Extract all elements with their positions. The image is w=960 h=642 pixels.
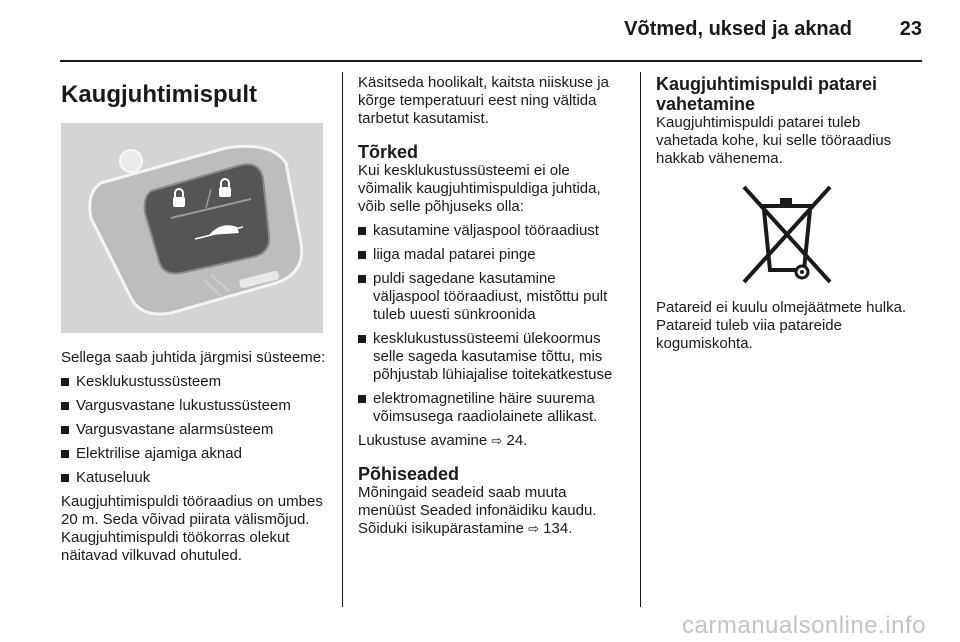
bullet-square-icon [61, 378, 69, 386]
section-title: Kaugjuhtimispult [61, 81, 257, 108]
settings-paragraph: Mõningaid seadeid saab muuta menüüst Seaded infonäidiku kaudu. Sõiduki isikupärastamine ⇨ 134. [358, 484, 597, 537]
list-item: elektromagnetiline häire suurema võimsusega raadiolainete allikast. [358, 390, 626, 426]
column-divider [640, 72, 641, 607]
list-item: liiga madal patarei pinge [358, 246, 626, 264]
reference-arrow-icon: ⇨ [491, 433, 503, 448]
header-rule [60, 60, 922, 62]
column-1 [61, 74, 329, 565]
bullet-square-icon [61, 402, 69, 410]
column-divider [342, 72, 343, 607]
page-number: 23 [899, 18, 922, 40]
list-item: Kesklukustussüsteem [61, 373, 329, 391]
column-3 [656, 74, 926, 353]
list-item: puldi sagedane kasutamine väljaspool tööraadiust, mistõttu pult tuleb uuesti sünkroonida [358, 270, 626, 324]
watermark: carmanualsonline.info [682, 612, 926, 639]
bullet-square-icon [358, 395, 366, 403]
faults-list [358, 222, 626, 426]
settings-page-link[interactable]: 134. [543, 520, 573, 537]
unlock-reference: Lukustuse avamine ⇨ 24. [358, 432, 528, 449]
page-header [60, 18, 922, 50]
unlock-page-link[interactable]: 24. [506, 432, 528, 449]
faults-intro: Kui kesklukustussüsteemi ei ole võimalik kaugjuhtimispuldiga juhtida, võib selle põhjuseks olla: [358, 162, 601, 215]
crossed-bin-illustration [732, 182, 842, 287]
battery-heading: Kaugjuhtimispuldi patarei vahetamine [656, 74, 878, 114]
bullet-square-icon [358, 335, 366, 343]
reference-arrow-icon: ⇨ [528, 521, 539, 536]
remote-key-icon [61, 123, 323, 333]
bullet-square-icon [61, 474, 69, 482]
remote-key-illustration [61, 123, 323, 333]
list-item: Elektrilise ajamiga aknad [61, 445, 329, 463]
faults-heading: Tõrked [358, 142, 419, 162]
bullet-square-icon [358, 227, 366, 235]
systems-list [61, 373, 329, 487]
bullet-square-icon [61, 450, 69, 458]
bullet-square-icon [358, 251, 366, 259]
handling-paragraph: Käsitseda hoolikalt, kaitsta niiskuse ja kõrge temperatuuri eest ning vältida tarbetut kasutamist. [358, 74, 609, 127]
list-item: kesklukustussüsteemi ülekoormus selle sageda kasutamise tõttu, mis põhjustab lühiajalise toitekatkestuse [358, 330, 626, 384]
crossed-out-bin-icon [732, 182, 842, 287]
chapter-title: Võtmed, uksed ja aknad [624, 18, 852, 40]
list-item: Vargusvastane alarmsüsteem [61, 421, 329, 439]
disposal-paragraph: Patareid ei kuulu olmejäätmete hulka. Patareid tuleb viia patareide kogumiskohta. [656, 299, 907, 352]
systems-intro: Sellega saab juhtida järgmisi süsteeme: [61, 349, 326, 366]
range-paragraph: Kaugjuhtimispuldi tööraadius on umbes 20 m. Seda võivad piirata välismõjud. Kaugjuhtimispuldi töökorras olekut näitavad vilkuvad ohutuled. [61, 493, 323, 564]
list-item: Katuseluuk [61, 469, 329, 487]
list-item: kasutamine väljaspool tööraadiust [358, 222, 626, 240]
bullet-square-icon [61, 426, 69, 434]
bullet-square-icon [358, 275, 366, 283]
settings-heading: Põhiseaded [358, 464, 460, 484]
battery-intro: Kaugjuhtimispuldi patarei tuleb vahetada kohe, kui selle tööraadius hakkab vähenema. [656, 114, 892, 167]
column-2 [358, 74, 626, 538]
list-item: Vargusvastane lukustussüsteem [61, 397, 329, 415]
